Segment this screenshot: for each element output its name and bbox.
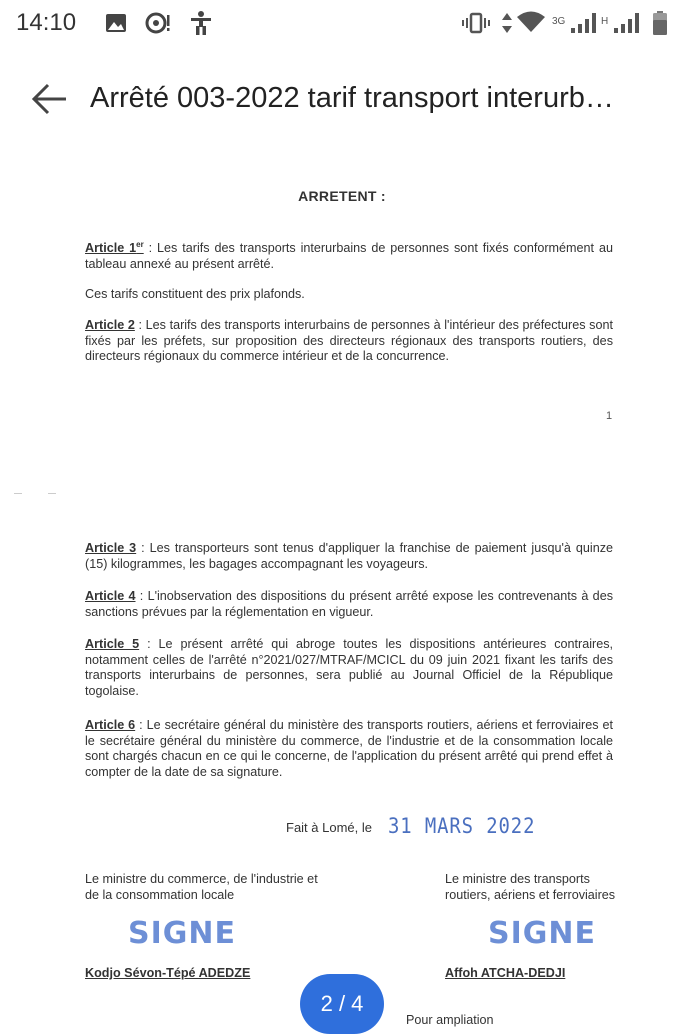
article-4-label: Article 4 — [85, 589, 136, 603]
page-number: 1 — [606, 410, 613, 422]
network-type-h: H — [601, 16, 609, 27]
article-5 — [85, 637, 613, 699]
article-3-label: Article 3 — [85, 541, 137, 555]
article-3-text: : Les transporteurs sont tenus d'appliquer la franchise de paiement jusqu'à quinze (15) kilogrammes, les bagages accompagnant les voyageurs. — [85, 541, 613, 571]
gallery-icon — [104, 10, 128, 36]
fait-a-lome: Fait à Lomé, le — [286, 820, 372, 835]
signal-2-icon — [612, 10, 642, 36]
signe-stamp-right: SIGNE — [488, 916, 596, 951]
article-5-text: : Le présent arrêté qui abroge toutes les dispositions antérieures contraires, notamment celles de l'arrêté n°2021/027/MTRAF/MCICL du 09 juin 2021 fixant les tarifs des transports interurbains de personnes, sera publié au Journal Officiel de la République togolaise. — [85, 637, 613, 698]
app-bar — [0, 48, 684, 148]
article-6 — [85, 718, 613, 780]
document-title: Arrêté 003-2022 tarif transport interurb… — [90, 82, 614, 114]
article-5-label: Article 5 — [85, 637, 140, 651]
article-2-label: Article 2 — [85, 318, 135, 332]
minister-right-title: Le ministre des transports routiers, aériens et ferroviaires — [445, 872, 616, 902]
page-break-mark — [14, 493, 22, 494]
status-time: 14:10 — [16, 9, 77, 36]
article-4-text: : L'inobservation des dispositions du présent arrêté expose les contrevenants à des sanctions prévues par la réglementation en vigueur. — [85, 589, 613, 619]
article-2-text: : Les tarifs des transports interurbains de personnes à l'intérieur des préfectures sont fixés par les préfets, sur proposition des directeurs régionaux des transports routiers, des directeurs régionaux du commerce intérieur et de la concurrence. — [85, 318, 613, 364]
back-arrow-icon[interactable] — [30, 82, 70, 116]
vibrate-icon — [462, 10, 490, 36]
article-2 — [85, 318, 613, 365]
minister-left-title: Le ministre du commerce, de l'industrie et de la consommation locale — [85, 872, 318, 902]
signal-icon — [569, 10, 599, 36]
article-1 — [85, 237, 613, 272]
article-3 — [85, 541, 613, 572]
page-break-mark — [48, 493, 56, 494]
data-arrows-icon — [500, 10, 514, 36]
pour-ampliation: Pour ampliation — [406, 1013, 494, 1027]
signatory-left-name: Kodjo Sévon-Tépé ADEDZE — [85, 966, 251, 980]
page-indicator[interactable]: 2 / 4 — [300, 974, 384, 1034]
article-4 — [85, 589, 613, 620]
article-1-text: : Les tarifs des transports interurbains de personnes sont fixés conformément au tableau annexé au présent arrêté. — [85, 241, 613, 271]
accessibility-icon — [188, 10, 214, 36]
date-stamp: 31 MARS 2022 — [388, 814, 536, 838]
article-6-label: Article 6 — [85, 718, 136, 732]
status-bar — [0, 0, 684, 48]
battery-icon — [652, 10, 668, 36]
wifi-icon — [516, 10, 546, 36]
decree-heading: ARRETENT : — [298, 188, 386, 204]
signatory-right-name: Affoh ATCHA-DEDJI — [445, 966, 566, 980]
article-1-note: Ces tarifs constituent des prix plafonds. — [85, 287, 305, 301]
document-viewer[interactable] — [0, 150, 684, 1024]
article-1-label: Article 1er — [85, 240, 144, 256]
network-type-3g: 3G — [552, 16, 566, 27]
chat-alert-icon — [144, 10, 172, 36]
signe-stamp-left: SIGNE — [128, 916, 236, 951]
article-6-text: : Le secrétaire général du ministère des transports routiers, aériens et ferroviaires et le secrétaire général du ministère du commerce, de l'industrie et de la consommation locale sont chargés chacun en ce qui le concerne, de l'application du présent arrêté qui prend effet à compter de la date de sa signature. — [85, 718, 613, 779]
